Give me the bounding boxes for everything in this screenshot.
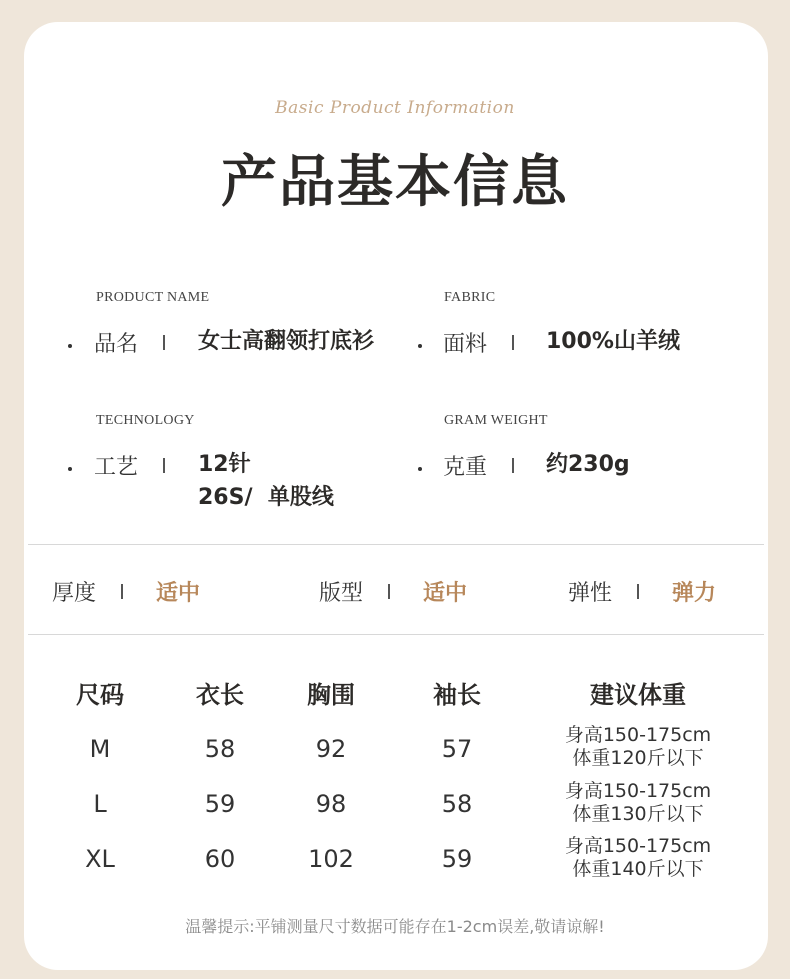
bullet-dot [418, 467, 422, 471]
divider-bottom [28, 634, 764, 635]
table-cell-chest: 92 [315, 735, 347, 763]
fit-value: 适中 [423, 581, 468, 606]
table-cell-chest: 102 [308, 845, 354, 873]
table-cell-rec-height: 身高150-175cm [564, 724, 712, 746]
table-cell-rec-weight: 体重120斤以下 [572, 747, 704, 769]
bullet-dot [68, 467, 72, 471]
product-name-value: 女士高翻领打底衫 [198, 329, 375, 354]
table-cell-rec-weight: 体重130斤以下 [572, 803, 704, 825]
table-cell-size: XL [85, 845, 115, 873]
technology-en-label: TECHNOLOGY [96, 413, 195, 428]
footnote: 温馨提示:平铺测量尺寸数据可能存在1-2cm误差,敬请谅解! [185, 917, 605, 936]
header-chest: 胸围 [307, 681, 355, 709]
table-cell-length: 59 [204, 790, 236, 818]
table-cell-chest: 98 [315, 790, 347, 818]
product-name-en-label: PRODUCT NAME [96, 290, 210, 305]
separator [388, 584, 390, 599]
header-size: 尺码 [76, 681, 124, 709]
gram-weight-en-label: GRAM WEIGHT [444, 413, 548, 428]
bullet-dot [68, 344, 72, 348]
table-cell-size: L [93, 790, 107, 818]
technology-value-line2: 26S/ 单股线 [198, 485, 334, 510]
script-subtitle: Basic Product Information [275, 98, 515, 118]
bullet-dot [418, 344, 422, 348]
table-cell-length: 60 [204, 845, 236, 873]
thickness-value: 适中 [156, 581, 201, 606]
elasticity-label: 弹性 [568, 581, 613, 606]
table-cell-sleeve: 57 [441, 735, 473, 763]
technology-label: 工艺 [94, 455, 139, 480]
table-cell-sleeve: 58 [441, 790, 473, 818]
separator [637, 584, 639, 599]
page-title: 产品基本信息 [221, 150, 569, 215]
table-cell-rec-height: 身高150-175cm [564, 835, 712, 857]
table-cell-sleeve: 59 [441, 845, 473, 873]
divider-top [28, 544, 764, 545]
elasticity-value: 弹力 [672, 581, 717, 606]
header-recommended-weight: 建议体重 [590, 681, 686, 709]
fabric-en-label: FABRIC [444, 290, 496, 305]
gram-weight-label: 克重 [443, 455, 488, 480]
fit-label: 版型 [319, 581, 364, 606]
table-cell-length: 58 [204, 735, 236, 763]
thickness-label: 厚度 [52, 581, 97, 606]
separator [163, 335, 165, 350]
product-name-label: 品名 [94, 332, 139, 357]
separator [163, 458, 165, 473]
separator [512, 335, 514, 350]
table-cell-rec-height: 身高150-175cm [564, 780, 712, 802]
table-cell-size: M [89, 735, 111, 763]
separator [121, 584, 123, 599]
table-cell-rec-weight: 体重140斤以下 [572, 858, 704, 880]
separator [512, 458, 514, 473]
gram-weight-value: 约230g [546, 452, 630, 477]
fabric-value: 100%山羊绒 [546, 329, 680, 354]
fabric-label: 面料 [443, 332, 488, 357]
technology-value-line1: 12针 [198, 452, 251, 477]
header-sleeve: 袖长 [433, 681, 481, 709]
header-length: 衣长 [196, 681, 244, 709]
